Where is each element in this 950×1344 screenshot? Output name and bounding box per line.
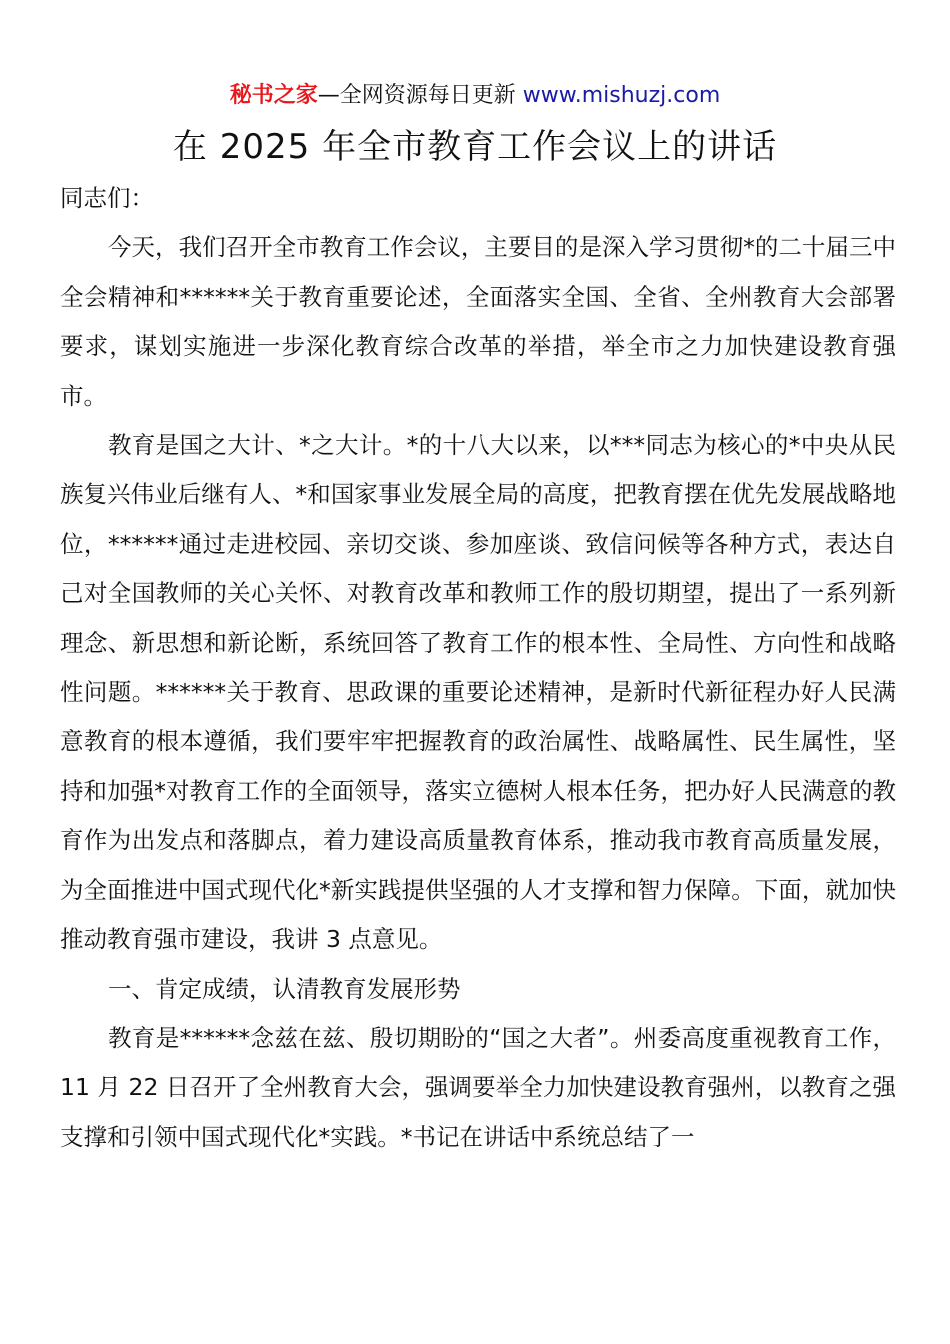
document-title: 在 2025 年全市教育工作会议上的讲话 (172, 127, 778, 167)
salutation: 同志们： (60, 184, 154, 212)
body-paragraph-3: 教育是******念兹在兹、殷切期盼的“国之大者”。州委高度重视教育工作，11 月 22 日召开了全州教育大会，强调要举全力加快建设教育强州，以教育之强支撑和引领中国式现代化*实践。*书记在讲话中系统总结了一 (60, 1023, 896, 1151)
section-heading: 一、肯定成绩，认清教育发展形势 (108, 974, 461, 1003)
site-header (0, 80, 950, 112)
brand-name: 秘书之家 (229, 83, 318, 108)
body-paragraph-1: 今天，我们召开全市教育工作会议，主要目的是深入学习贯彻*的二十届三中全会精神和******关于教育重要论述，全面落实全国、全省、全州教育大会部署要求，谋划实施进一步深化教育综合改革的举措，举全市之力加快建设教育强市。 (60, 233, 896, 410)
header-tagline: —全网资源每日更新 (317, 83, 523, 108)
body-paragraph-2: 教育是国之大计、*之大计。*的十八大以来，以***同志为核心的*中央从民族复兴伟业后继有人、*和国家事业发展全局的高度，把教育摆在优先发展战略地位，******通过走进校园、亲切交谈、参加座谈、致信问候等各种方式，表达自己对全国教师的关心关怀、对教育改革和教师工作的殷切期望，提出了一系列新理念、新思想和新论断，系统回答了教育工作的根本性、全局性、方向性和战略性问题。******关于教育、思政课的重要论述精神，是新时代新征程办好人民满意教育的根本遵循，我们要牢牢把握教育的政治属性、战略属性、民生属性，坚持和加强*对教育工作的全面领导，落实立德树人根本任务，把办好人民满意的教育作为出发点和落脚点，着力建设高质量教育体系，推动我市教育高质量发展，为全面推进中国式现代化*新实践提供坚强的人才支撑和智力保障。下面，就加快推动教育强市建设，我讲 3 点意见。 (60, 431, 896, 954)
document-body (60, 174, 896, 1162)
site-url-link[interactable]: www.mishuzj.com (522, 83, 721, 108)
